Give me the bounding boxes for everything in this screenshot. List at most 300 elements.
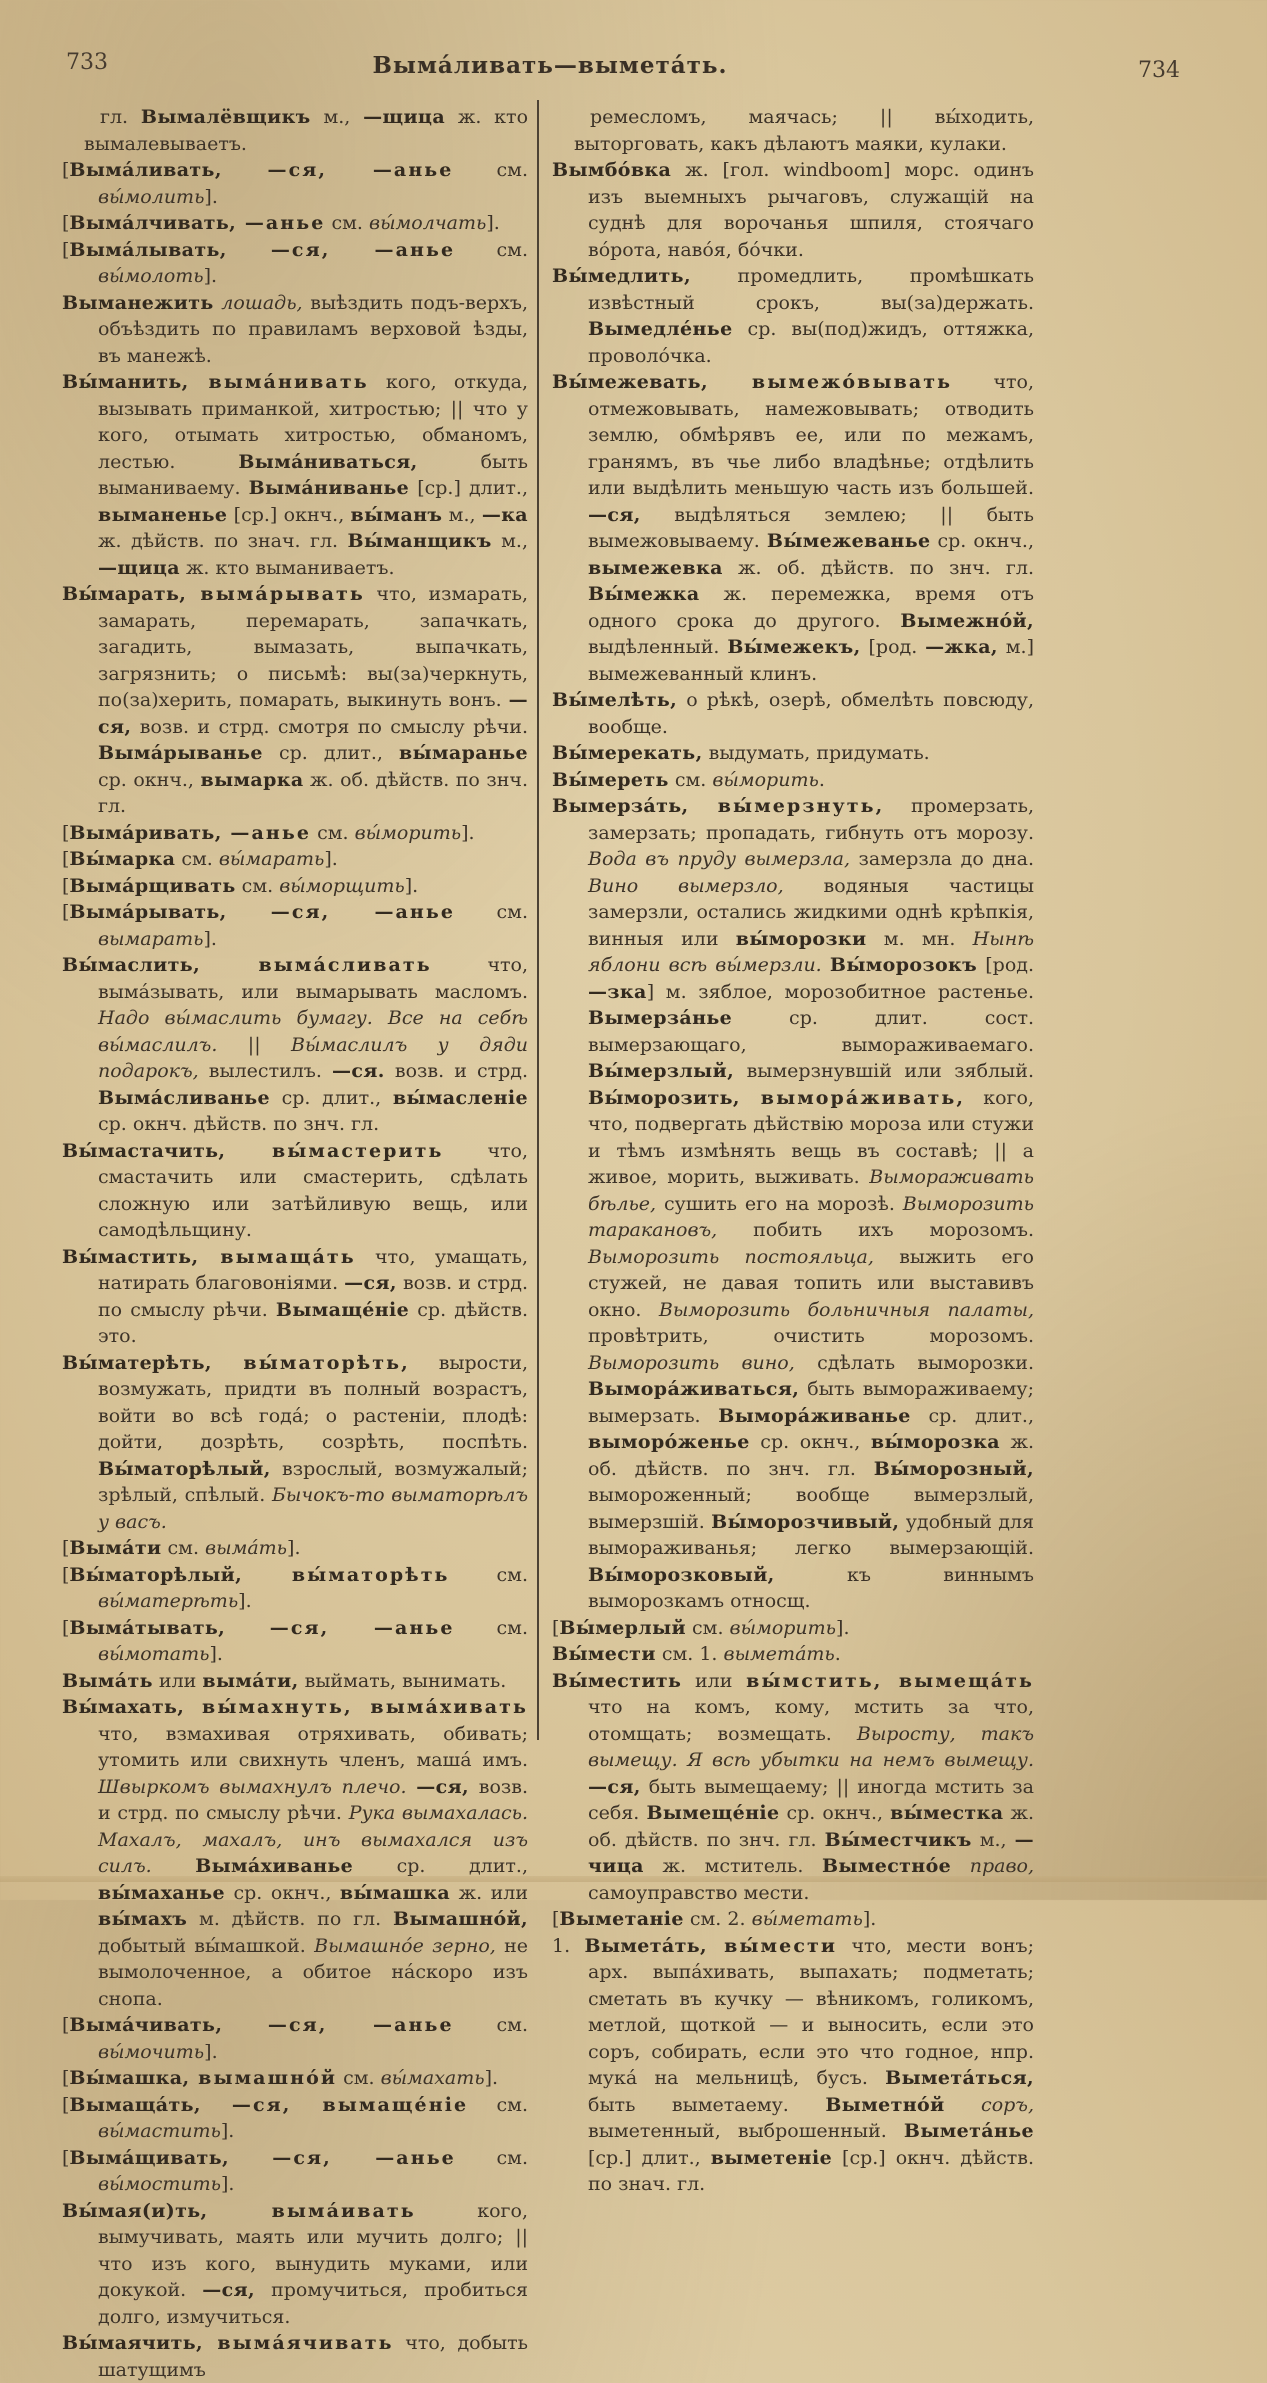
entry-continuation xyxy=(62,104,528,157)
text-segment: Вы́маторѣлый, xyxy=(98,1457,271,1480)
dictionary-entry xyxy=(552,157,1034,263)
text-segment: быть выметаему. xyxy=(588,2093,826,2116)
text-segment: вымашно́й xyxy=(189,2067,338,2089)
text-segment: ср. окнч., xyxy=(98,768,201,791)
text-segment: ]. xyxy=(836,1616,850,1639)
text-segment: вы́морить xyxy=(712,768,819,791)
dictionary-entry xyxy=(62,1535,528,1562)
text-segment: побить ихъ морозомъ. xyxy=(717,1219,1034,1241)
text-segment: ]. xyxy=(862,1908,877,1930)
text-segment: не вымолоченное, а обитое на́скоро изъ снопа. xyxy=(98,1934,528,2010)
text-segment: Вы́мастачить, xyxy=(62,1139,226,1162)
text-segment: удобный для вымораживанья; легко вымерзающій. xyxy=(588,1510,1034,1559)
text-segment: вы́молить xyxy=(98,185,205,208)
text-segment: вы́махать xyxy=(380,2067,485,2089)
text-segment: Вы́морозный, xyxy=(873,1457,1034,1480)
text-segment: Выметаніе xyxy=(559,1908,684,1930)
text-segment: [ср.] длит., xyxy=(409,477,528,499)
text-segment: —ся, —анье xyxy=(228,2146,456,2169)
dictionary-entry xyxy=(62,2092,528,2145)
text-segment: ср. окнч., xyxy=(749,1431,871,1453)
text-segment: —зка xyxy=(588,980,647,1003)
text-segment: ср. длит., xyxy=(353,1855,528,1877)
text-segment: вы́машка xyxy=(339,1881,451,1904)
text-segment: ]. xyxy=(204,185,218,208)
text-segment: [ xyxy=(62,2014,70,2036)
text-segment: ]. xyxy=(486,212,500,234)
text-segment: Выма́ть xyxy=(62,1669,153,1692)
text-segment: Вы́марать, xyxy=(62,583,187,605)
text-segment: вымарать xyxy=(98,927,204,950)
text-segment: Вы́мести xyxy=(552,1643,656,1665)
text-segment: —ся, xyxy=(202,2279,256,2301)
text-segment: Выма́сливанье xyxy=(98,1086,270,1109)
dictionary-entry xyxy=(62,237,528,290)
dictionary-entry xyxy=(552,687,1034,740)
text-segment: вы́местка xyxy=(890,1802,1004,1824)
text-segment: возв. и стрд. смотря по смыслу рѣчи. xyxy=(131,715,528,738)
text-segment: ж. об. дѣйств. по знч. гл. xyxy=(588,1802,1034,1851)
text-segment: Вы́морозковый, xyxy=(588,1563,775,1586)
text-segment: Вино вымерзло, xyxy=(588,874,784,897)
text-segment: вы́мастить xyxy=(98,2120,221,2142)
text-segment: что, добыть шатущимъ xyxy=(98,2332,528,2381)
dictionary-entry xyxy=(62,1138,528,1244)
text-segment: ж. об. дѣйств. по знч. гл. xyxy=(588,1431,1034,1480)
text-segment: см. xyxy=(175,848,219,870)
text-segment: Надо вы́маслить бумагу. Все на себѣ вы́маслилъ. xyxy=(98,1007,528,1056)
text-segment: см. xyxy=(453,159,528,181)
text-segment: Выма́ниваться, xyxy=(238,450,418,473)
text-segment: [ xyxy=(62,901,70,923)
text-segment: Выманежить xyxy=(62,291,214,314)
text-segment: выдѣляться землею; || быть вымежовываему. xyxy=(588,503,1034,552)
text-segment: Вымаща́ть, xyxy=(69,2093,201,2116)
text-segment: см. xyxy=(337,2067,381,2089)
text-segment: [ xyxy=(62,2067,70,2089)
text-segment: самоуправство мести. xyxy=(588,1881,810,1904)
text-segment: Вымораживать бѣлье, xyxy=(588,1166,1034,1215)
text-segment: быть выманиваему. xyxy=(98,450,528,499)
text-segment: что, умащать, натирать благовоніями. xyxy=(98,1245,528,1294)
text-segment: Вы́мелѣть, xyxy=(552,689,678,711)
text-segment: вы́мостить xyxy=(98,2173,221,2195)
text-segment: —ся, xyxy=(98,689,528,738)
text-segment: вы́мерзнуть, xyxy=(688,795,885,817)
text-segment: Выросту, такъ вымещу. Я всѣ убытки на немъ вымещу. xyxy=(588,1722,1035,1771)
text-segment: кого, что, подвергать дѣйствію мороза или стужи и тѣмъ измѣнять вещь въ составѣ; || а живое, морить, выживать. xyxy=(588,1086,1034,1188)
text-segment: ]. xyxy=(203,927,217,950)
text-segment: Выма́лывать, xyxy=(69,238,227,261)
text-segment: взрослый, возмужалый; зрѣлый, спѣлый. xyxy=(98,1457,528,1506)
text-segment: вымороженный; вообще вымерзлый, вымерзшій. xyxy=(588,1484,1034,1533)
text-segment: вы́мастерить xyxy=(225,1139,444,1162)
text-segment: ж. [гол. windboom] морс. одинъ изъ выемныхъ рычаговъ, служащій на суднѣ для ворочанья шпиля, стоячаго во́рота, наво́я, бо́чки. xyxy=(588,159,1034,261)
text-segment: [ср.] окнч. дѣйств. по знач. гл. xyxy=(588,2146,1034,2195)
text-segment: возв. и стрд. по смыслу рѣчи. xyxy=(98,1272,528,1321)
text-segment: возв. и стрд. xyxy=(384,1060,528,1082)
text-segment: Выма́ти xyxy=(69,1537,162,1559)
text-segment: см. xyxy=(453,2014,528,2036)
text-segment: Вы́маторѣлый, xyxy=(69,1563,243,1586)
text-segment: м. дѣйств. по гл. xyxy=(187,1908,393,1930)
dictionary-entry xyxy=(552,369,1034,687)
dictionary-entry xyxy=(62,1562,528,1615)
text-segment xyxy=(822,954,830,976)
dictionary-entry xyxy=(62,290,528,370)
text-segment: вы́маторѣть xyxy=(242,1563,450,1586)
text-segment: быть вымораживаему; вымерзать. xyxy=(588,1378,1034,1427)
text-segment: см. xyxy=(468,2093,528,2116)
dictionary-entry xyxy=(552,740,1034,767)
text-segment: Вы́местить xyxy=(552,1669,682,1692)
running-title: Выма́ливать—вымета́ть. xyxy=(372,52,728,79)
text-segment: Вымаще́ніе xyxy=(275,1298,410,1321)
text-segment: къ виннымъ выморозкамъ относщ. xyxy=(588,1563,1034,1612)
text-segment: —чица xyxy=(588,1828,1035,1877)
text-segment: выма́ячивать xyxy=(203,2332,394,2354)
text-segment: выморо́женье xyxy=(588,1431,750,1453)
text-segment: или xyxy=(681,1669,747,1692)
text-segment: вымерзнувшій или зяблый. xyxy=(734,1060,1034,1082)
text-segment: ж. дѣйств. по знач. гл. xyxy=(98,530,348,552)
text-segment: вы́метать xyxy=(751,1908,863,1930)
text-segment: выманенье xyxy=(98,503,228,526)
text-segment: вы́махнуть, выма́хивать xyxy=(184,1696,528,1718)
text-segment: вы́маторѣть, xyxy=(211,1351,410,1374)
dictionary-entry xyxy=(62,952,528,1138)
text-segment: || xyxy=(217,1033,291,1056)
text-segment: м.] вымежеванный клинъ. xyxy=(588,636,1034,685)
text-segment: вы́мотать xyxy=(98,1643,210,1665)
text-segment: выма́ти, xyxy=(202,1669,299,1692)
text-segment: Вы́межевать, xyxy=(552,371,708,393)
text-segment: см. xyxy=(455,2146,528,2169)
page-number-right: 734 xyxy=(1138,58,1180,83)
dictionary-entry xyxy=(62,1694,528,2012)
dictionary-entry xyxy=(62,2012,528,2065)
text-segment: Выма́тывать, xyxy=(69,1616,226,1639)
text-segment: гл. xyxy=(100,106,141,128)
text-segment: . xyxy=(834,1643,841,1665)
text-segment: ж. или xyxy=(450,1881,528,1904)
text-segment: добытый вы́машкой. xyxy=(98,1934,315,1957)
text-segment: кого, вымучивать, маять или мучить долго; || что изъ кого, вынудить муками, или докукой. xyxy=(98,2199,528,2301)
text-segment: Вымашно́е зерно, xyxy=(314,1934,496,1957)
text-segment: провѣтрить, очистить морозомъ. xyxy=(588,1325,1034,1347)
text-segment: —ся, вымаще́ніе xyxy=(200,2093,469,2116)
text-segment: ]. xyxy=(209,1643,223,1665)
dictionary-entry xyxy=(62,2145,528,2198)
text-segment: см. xyxy=(311,821,355,844)
text-segment: кого, откуда, вызывать приманкой, хитростью; || что у кого, отымать хитростью, обманомъ, лестью. xyxy=(98,371,528,473)
text-segment: —жка, xyxy=(925,636,998,658)
text-segment: [ xyxy=(552,1616,560,1639)
text-segment: Вы́маслилъ у дяди подарокъ, xyxy=(98,1033,528,1082)
text-segment: вы́масленіе xyxy=(392,1086,528,1109)
text-segment: Вы́маслить, xyxy=(62,954,201,976)
text-segment: Вы́мерекать, xyxy=(552,742,703,764)
text-segment: —ся, —анье xyxy=(225,1616,455,1639)
text-segment: Вымбо́вка xyxy=(552,159,672,181)
text-segment: выметеніе xyxy=(710,2146,833,2169)
text-segment: Вода въ пруду вымерзла, xyxy=(588,848,850,870)
text-segment: ]. xyxy=(220,2173,235,2195)
text-segment: Вы́морозокъ xyxy=(829,954,978,976)
text-segment: вы́морить xyxy=(729,1616,837,1639)
text-segment: Вы́мереть xyxy=(552,768,669,791)
text-segment: вымора́живать, xyxy=(739,1086,966,1109)
text-segment: соръ, xyxy=(944,2093,1034,2116)
text-segment: ж. перемежка, время отъ одного срока до другого. xyxy=(588,583,1034,632)
dictionary-entry xyxy=(62,2198,528,2331)
text-segment: [род. xyxy=(860,636,926,658)
dictionary-entry xyxy=(62,210,528,237)
text-segment: Выма́рывать, xyxy=(69,901,227,923)
dictionary-entry xyxy=(62,157,528,210)
text-segment: вы́мести xyxy=(707,1934,838,1957)
text-segment: что, взмахивая отряхивать, обивать; утомить или свихнуть членъ, маша́ имъ. xyxy=(98,1722,528,1771)
text-segment: вымаща́ть xyxy=(198,1245,356,1268)
text-segment: ]. xyxy=(287,1537,301,1559)
text-segment: Вымерза́нье xyxy=(588,1007,733,1029)
dictionary-entry xyxy=(552,1615,1034,1642)
text-segment: ]. xyxy=(238,1590,252,1612)
text-segment: Вы́матерѣть, xyxy=(62,1351,212,1374)
text-segment: ср. окнч., xyxy=(930,530,1034,552)
text-segment: Выма́лчивать, xyxy=(69,212,237,234)
text-segment: см. xyxy=(455,901,528,923)
text-segment: Вымета́нье xyxy=(903,2120,1034,2142)
text-segment: ]. xyxy=(220,2120,235,2142)
text-segment: . xyxy=(818,768,825,791)
text-segment: ремесломъ, маячась; || вы́ходить, выторговать, какъ дѣлаютъ маяки, кулаки. xyxy=(574,106,1034,155)
text-segment: Вы́межка xyxy=(588,583,700,605)
text-segment: см. xyxy=(161,1537,206,1559)
text-segment: замерзла до дна. xyxy=(850,848,1034,870)
text-segment: Вымора́живаться, xyxy=(588,1378,800,1400)
text-segment: —ся, —анье xyxy=(226,238,456,261)
dictionary-entry xyxy=(62,873,528,900)
dictionary-entry xyxy=(62,581,528,820)
text-segment: —ся. xyxy=(332,1060,385,1082)
text-segment: водяныя частицы замерзли, остались жидкими однѣ крѣпкія, винныя или xyxy=(588,874,1035,950)
text-segment: см. xyxy=(454,1616,528,1639)
text-segment: Вы́мерзлый, xyxy=(588,1060,735,1082)
text-segment: вылестилъ. xyxy=(198,1060,333,1082)
text-segment: [ xyxy=(62,848,70,870)
dictionary-entry xyxy=(62,846,528,873)
text-segment: ср. вы(под)жидъ, оттяжка, проволо́чка. xyxy=(588,318,1034,367)
dictionary-entry xyxy=(552,263,1034,369)
text-segment: Выма́рщивать xyxy=(69,874,236,897)
text-segment: Вы́морозить, xyxy=(588,1086,740,1109)
dictionary-entry xyxy=(62,369,528,581)
text-segment: выма́сливать xyxy=(200,954,432,976)
text-segment: вы́матерѣть xyxy=(98,1590,239,1612)
text-segment: Вы́мерлый xyxy=(559,1616,686,1639)
text-segment: ] м. зяблое, морозобитное растенье. xyxy=(646,980,1034,1003)
text-segment: —ка xyxy=(481,503,529,526)
text-segment: ср. длит., xyxy=(262,742,400,764)
text-segment: вымежо́вывать xyxy=(707,371,953,393)
dictionary-entry xyxy=(62,899,528,952)
text-segment: м., xyxy=(491,530,528,552)
text-segment: ср. длит., xyxy=(269,1086,393,1109)
text-segment: выдумать, придумать. xyxy=(702,742,930,764)
text-segment: возв. и стрд. по смыслу рѣчи. xyxy=(98,1775,528,1824)
text-segment: см. xyxy=(235,874,280,897)
column-left xyxy=(62,104,528,2383)
text-segment: ]. xyxy=(203,265,218,287)
text-segment: Вы́морозчивый, xyxy=(711,1510,900,1533)
text-segment: вымета́ть xyxy=(723,1643,835,1665)
text-segment: выймать, вынимать. xyxy=(298,1669,507,1692)
text-segment: Вымета́ться, xyxy=(885,2067,1034,2089)
text-segment: см. xyxy=(668,768,713,791)
text-segment: Вы́марка xyxy=(69,848,176,870)
text-segment: выма́рывать xyxy=(186,583,365,605)
text-segment: ср. окнч., xyxy=(779,1802,891,1824)
text-segment xyxy=(407,1776,417,1798)
text-segment: что, отмежовывать, намежовывать; отводить землю, обмѣрявъ ее, или по межамъ, гранямъ, въ чье либо владѣнье; отдѣлить или выдѣлить меньшую часть изъ большей. xyxy=(588,371,1034,499)
text-segment: ]. xyxy=(484,2067,499,2089)
text-segment: [ xyxy=(62,238,70,261)
text-segment: см. xyxy=(455,238,528,261)
text-segment: [ xyxy=(62,2093,70,2116)
text-segment: Вы́мастить, xyxy=(62,1245,199,1268)
text-segment: ]. xyxy=(204,2040,218,2063)
text-segment: —ся, xyxy=(588,1775,641,1798)
text-segment: Выма́ниванье xyxy=(248,477,410,499)
text-segment: см. 2. xyxy=(683,1908,752,1930)
text-segment: [род. xyxy=(977,954,1034,976)
text-segment: Вы́машка, xyxy=(69,2067,190,2089)
dictionary-entry xyxy=(62,2330,528,2383)
text-segment: вымежевка xyxy=(588,556,723,579)
text-segment: Выместно́е xyxy=(821,1855,952,1877)
text-segment: Вымета́ть, xyxy=(584,1934,708,1957)
text-segment: —ся, —анье xyxy=(221,159,454,181)
text-segment: —ся, xyxy=(416,1775,470,1798)
text-segment: или xyxy=(152,1669,203,1692)
text-segment: Вымежно́й, xyxy=(900,609,1034,632)
text-segment: выдѣленный. xyxy=(588,636,728,658)
text-segment: м., xyxy=(310,106,364,128)
text-segment: Выморозить больничныя палаты, xyxy=(658,1298,1034,1321)
text-segment: вы́маранье xyxy=(399,742,528,764)
text-segment: о рѣкѣ, озерѣ, обмелѣть повсюду, вообще. xyxy=(588,689,1034,738)
text-segment: что, мести вонъ; арх. выпа́хивать, выпахать; подметать; сметать въ кучку — вѣникомъ, голикомъ, метлой, щоткой — и выносить, если это соръ, собирать, если это что годное, нпр. мука́ на мельницѣ, бусъ. xyxy=(588,1934,1034,2089)
text-segment: Нынѣ яблони всѣ вы́мерзли. xyxy=(588,927,1034,976)
text-segment: выѣздить подъ-верхъ, объѣздить по правиламъ верховой ѣзды, въ манежѣ. xyxy=(98,291,528,367)
text-segment: Выморозить постояльца, xyxy=(588,1245,874,1268)
column-right xyxy=(552,104,1034,2198)
text-segment: Выма́чивать, xyxy=(69,2014,223,2036)
text-segment: см. xyxy=(449,1563,528,1586)
text-segment: вы́морить xyxy=(354,821,462,844)
text-segment: Вы́межеванье xyxy=(766,530,931,552)
text-segment: [ xyxy=(62,821,70,844)
text-segment: Вы́межекъ, xyxy=(727,636,861,658)
dictionary-entry xyxy=(62,2065,528,2092)
dictionary-entry xyxy=(552,1933,1034,2198)
text-segment: что на комъ, кому, мстить за что, отомщать; возмещать. xyxy=(588,1696,1034,1745)
text-segment: промедлить, промѣшкать извѣстный срокъ, вы(за)держать. xyxy=(588,265,1034,314)
text-segment: —ся, —анье xyxy=(226,901,456,923)
dictionary-entry xyxy=(552,1906,1034,1933)
text-segment: ]. xyxy=(324,848,338,870)
text-segment: Вы́медлить, xyxy=(552,265,691,287)
column-divider xyxy=(537,100,539,1740)
text-segment: ]. xyxy=(404,874,419,897)
text-segment: сушить его на морозѣ. xyxy=(656,1192,903,1215)
text-segment: —ся, xyxy=(588,503,641,526)
text-segment: ]. xyxy=(461,821,475,844)
dictionary-entry xyxy=(552,793,1034,1615)
text-segment: вы́манъ xyxy=(350,503,443,526)
text-segment: [ xyxy=(62,1563,70,1586)
text-segment: ср. длит., xyxy=(910,1404,1034,1427)
entry-continuation xyxy=(552,104,1034,157)
text-segment: ср. окнч. дѣйств. по знч. гл. xyxy=(98,1113,380,1135)
text-segment: Выма́хиванье xyxy=(195,1855,354,1877)
text-segment: вымарка xyxy=(200,768,304,791)
text-segment: вы́морозка xyxy=(870,1431,1000,1453)
text-segment: Выметно́й xyxy=(825,2093,945,2116)
dictionary-entry xyxy=(62,820,528,847)
text-segment: вы́мочить xyxy=(98,2040,205,2063)
text-segment: Рука вымахалась. Махалъ, махалъ, инъ вымахался изъ силъ. xyxy=(98,1802,528,1877)
dictionary-entry xyxy=(62,1244,528,1350)
text-segment: см. 1. xyxy=(655,1643,724,1665)
text-segment xyxy=(152,1855,196,1877)
text-segment: выма́ивать xyxy=(207,2199,416,2222)
dictionary-entry xyxy=(62,1615,528,1668)
dictionary-entry xyxy=(62,1350,528,1536)
text-segment: Вымедле́нье xyxy=(588,318,733,340)
text-segment: —анье xyxy=(236,212,326,234)
text-segment: [ср.] длит., xyxy=(588,2146,711,2169)
text-segment: Вы́махать, xyxy=(62,1696,185,1718)
text-segment: вы́махъ xyxy=(98,1908,188,1930)
text-segment: ж. кто выманиваетъ. xyxy=(179,556,395,579)
text-segment: [ xyxy=(62,2146,70,2169)
text-segment: вы́морщить xyxy=(279,874,405,897)
text-segment: выма́ть xyxy=(205,1537,288,1559)
text-segment: лошадь, xyxy=(213,291,303,314)
text-segment: вы́маханье xyxy=(98,1881,226,1904)
text-segment: Швыркомъ вымахнулъ плечо. xyxy=(98,1775,407,1798)
text-segment: [ xyxy=(552,1908,560,1930)
text-segment: м. мн. xyxy=(866,927,973,950)
page-bottom-edge xyxy=(0,1876,1267,1882)
dictionary-entry xyxy=(62,1668,528,1695)
text-segment: ж. кто вымалевываетъ. xyxy=(84,106,529,155)
text-segment: [ xyxy=(62,1537,70,1559)
text-segment: вырости, возмужать, придти въ полный возрастъ, войти во всѣ года́; о растеніи, плодѣ: дойти, дозрѣть, созрѣть, поспѣть. xyxy=(98,1351,528,1453)
text-segment: —щица xyxy=(98,556,180,579)
dictionary-entry xyxy=(552,767,1034,794)
text-segment: 1. xyxy=(552,1934,585,1957)
text-segment: Выма́ливать, xyxy=(69,159,222,181)
text-segment: Бычокъ-то выматорѣлъ у васъ. xyxy=(98,1484,528,1533)
text-segment: что, выма́зывать, или вымарывать масломъ. xyxy=(98,954,528,1003)
text-segment: ср. длит. сост. вымерзающаго, вымораживаемаго. xyxy=(588,1007,1034,1056)
text-segment: вы́молоть xyxy=(98,265,204,287)
text-segment: выма́нивать xyxy=(188,371,369,393)
text-segment: м., xyxy=(971,1828,1015,1851)
